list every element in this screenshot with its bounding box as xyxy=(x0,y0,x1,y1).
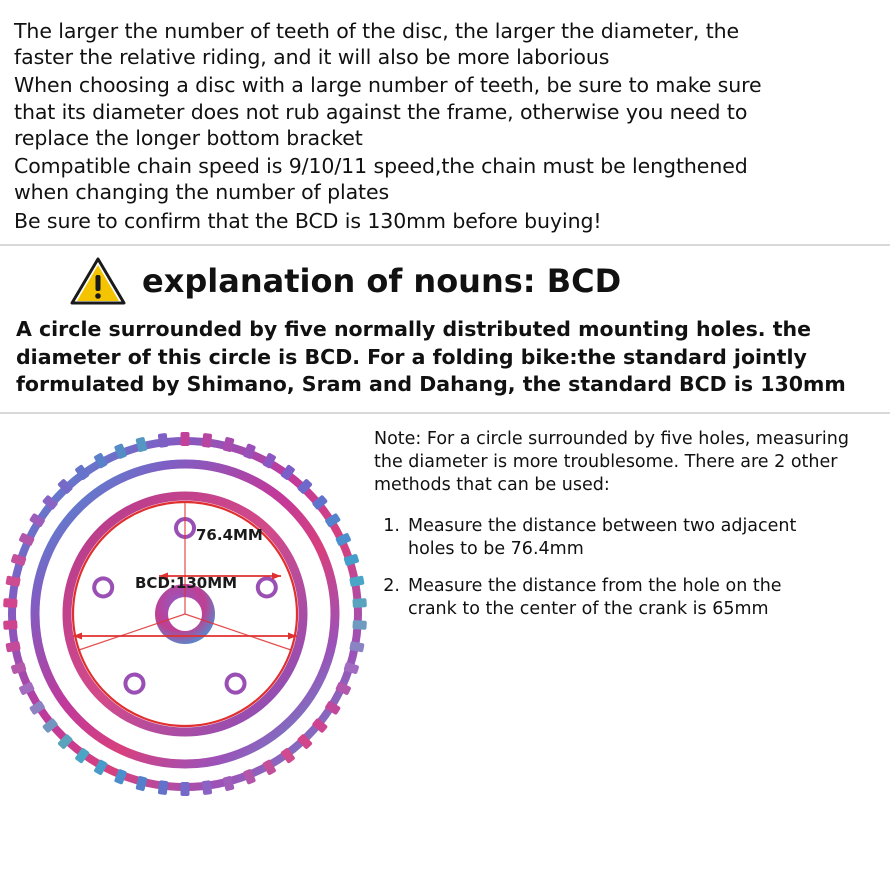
paragraph-chain-speed xyxy=(14,153,876,205)
paragraph-line: when changing the number of plates xyxy=(14,180,390,205)
paragraph-line: replace the longer bottom bracket xyxy=(14,125,363,150)
notes-list xyxy=(374,515,880,621)
note-text xyxy=(408,575,880,621)
list-item xyxy=(374,515,880,561)
measurement-notes xyxy=(370,414,890,834)
notes-intro xyxy=(374,428,880,497)
notes-intro-line: methods that can be used: xyxy=(374,474,610,495)
note-line: Measure the distance from the hole on the xyxy=(408,576,782,597)
bcd-description-line: formulated by Shimano, Sram and Dahang, the standard BCD is 130mm xyxy=(16,372,846,397)
paragraph-line: The larger the number of teeth of the disc, the larger the diameter, the xyxy=(14,19,740,43)
note-text xyxy=(408,515,880,561)
notes-intro-line: Note: For a circle surrounded by five holes, measuring xyxy=(374,428,849,449)
top-text-block xyxy=(0,0,890,234)
note-number: 1. xyxy=(383,516,400,537)
bcd-description-line: diameter of this circle is BCD. For a folding bike:the standard jointly xyxy=(16,344,807,369)
paragraph-frame-clearance xyxy=(14,72,876,151)
paragraph-bcd-confirm xyxy=(14,208,876,234)
chainring-illustration xyxy=(0,414,370,814)
paragraph-line: that its diameter does not rub against the frame, otherwise you need to xyxy=(14,99,748,124)
note-line: crank to the center of the crank is 65mm xyxy=(408,599,769,620)
paragraph-teeth-diameter xyxy=(14,18,876,70)
note-number: 2. xyxy=(383,576,400,597)
notes-intro-line: the diameter is more troublesome. There are 2 other xyxy=(374,451,838,472)
bcd-description-line: A circle surrounded by five normally distributed mounting holes. the xyxy=(16,316,812,341)
bcd-description xyxy=(0,310,890,398)
bcd-heading-text: explanation of nouns: BCD xyxy=(142,261,622,300)
paragraph-line: When choosing a disc with a large number of teeth, be sure to make sure xyxy=(14,73,762,98)
warning-triangle-icon xyxy=(70,256,126,306)
diagram-and-notes xyxy=(0,414,890,834)
dimension-label-hole-distance: 76.4MM xyxy=(196,525,263,544)
paragraph-line: Be sure to confirm that the BCD is 130mm before buying! xyxy=(14,208,602,233)
paragraph-line: Compatible chain speed is 9/10/11 speed,the chain must be lengthened xyxy=(14,154,748,179)
note-line: Measure the distance between two adjacent xyxy=(408,516,797,537)
note-line: holes to be 76.4mm xyxy=(408,539,584,560)
chainring-diagram xyxy=(0,414,370,814)
list-item xyxy=(374,575,880,621)
paragraph-line: faster the relative riding, and it will also be more laborious xyxy=(14,45,610,70)
dimension-label-bcd: BCD:130MM xyxy=(135,573,238,592)
bcd-section-heading-row xyxy=(0,246,890,310)
